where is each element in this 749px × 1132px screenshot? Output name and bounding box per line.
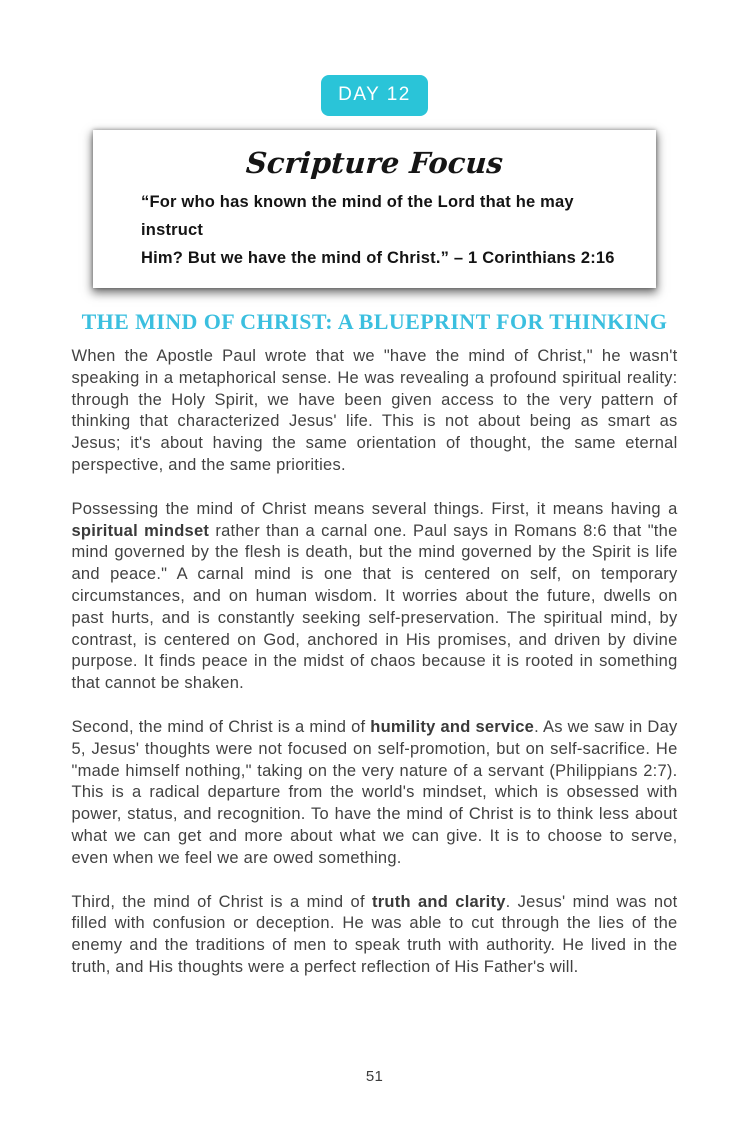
paragraph-4-rest: . Jesus' mind was not filled with confusion or deception. He was able to cut through the lies of the enemy and the traditions of men to speak truth with authority. He lived in the truth, and His thoughts were a perfect reflection of His Father's will. <box>71 892 678 976</box>
paragraph-4-text: Third, the mind of Christ is a mind of <box>71 892 372 911</box>
paragraph-3-bold: humility and service <box>370 717 535 736</box>
scripture-quote <box>117 188 632 272</box>
page-number: 51 <box>365 1068 384 1085</box>
paragraph-3 <box>72 717 678 870</box>
scripture-focus-card <box>93 130 656 288</box>
scripture-quote-line-1: “For who has known the mind of the Lord that he may instruct <box>141 193 574 239</box>
paragraph-2-rest: rather than a carnal one. Paul says in Romans 8:6 that "the mind governed by the flesh is death, but the mind governed by the Spirit is life and peace." A carnal mind is one that is centered on self, on temporary circumstances, and on human wisdom. It worries about the future, dwells on past hurts, and is constantly seeking self-preservation. The spiritual mind, by contrast, is centered on God, anchored in His promises, and driven by divine purpose. It finds peace in the midst of chaos because it is rooted in something that cannot be shaken. <box>71 521 678 693</box>
paragraph-4-bold: truth and clarity <box>372 892 506 911</box>
paragraph-4 <box>72 892 678 979</box>
paragraph-1-text: When the Apostle Paul wrote that we "have the mind of Christ," he wasn't speaking in a metaphorical sense. He was revealing a profound spiritual reality: through the Holy Spirit, we have been given access to the very pattern of thinking that characterized Jesus' life. This is not about being as smart as Jesus; it's about having the same orientation of thought, the same eternal perspective, and the same priorities. <box>71 347 678 474</box>
paragraph-3-text: Second, the mind of Christ is a mind of <box>71 717 371 736</box>
paragraph-3-rest: . As we saw in Day 5, Jesus' thoughts were not focused on self-promotion, but on self-sacrifice. He "made himself nothing," taking on the very nature of a servant (Philippians 2:7). This is a radical departure from the world's mindset, which is obsessed with power, status, and recognition. To have the mind of Christ is to think less about what we can get and more about what we can give. It is to choose to serve, even when we feel we are owed something. <box>71 717 678 867</box>
article-body <box>72 346 678 979</box>
day-badge: DAY 12 <box>321 75 428 116</box>
paragraph-2 <box>72 499 678 695</box>
paragraph-1 <box>72 346 678 477</box>
paragraph-2-text: Possessing the mind of Christ means several things. First, it means having a <box>71 499 678 518</box>
scripture-quote-line-2: Him? But we have the mind of Christ.” – 1 Corinthians 2:16 <box>141 249 615 267</box>
paragraph-2-bold: spiritual mindset <box>71 521 210 540</box>
chapter-heading: THE MIND OF CHRIST: A BLUEPRINT FOR THINKING <box>81 309 668 334</box>
scripture-focus-title: Scripture Focus <box>244 146 505 180</box>
